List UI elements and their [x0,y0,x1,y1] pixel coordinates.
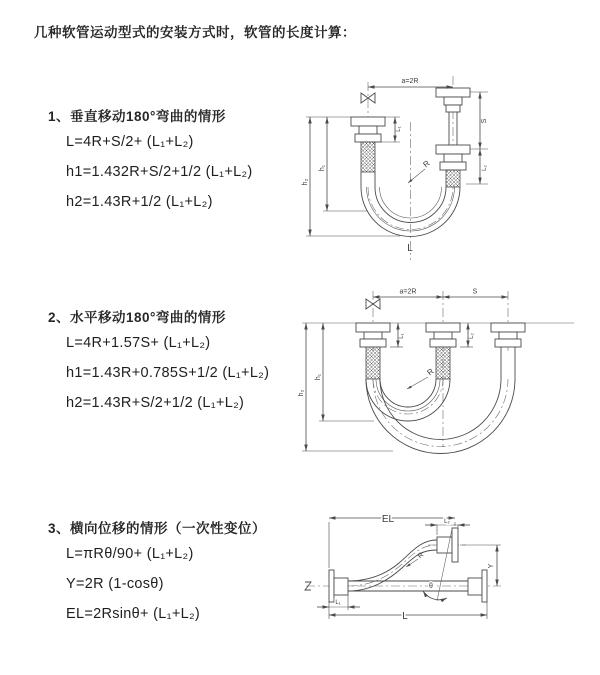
section3-formula-L: L=πRθ/90+ (L₁+L₂) [66,546,194,562]
radius-label: R [416,551,426,561]
dimension-el [329,514,455,568]
dim-label-l: L [402,611,408,622]
section1-heading: 1、垂直移动180°弯曲的情形 [48,109,226,124]
radius-leader [407,367,436,389]
dimension-l1 [390,323,405,347]
section2-heading: 2、水平移动180°弯曲的情形 [48,310,226,325]
dim-label-l2: L₂ [482,165,488,171]
angle-label: θ [429,583,433,590]
dim-label-l2: L₂ [469,333,475,339]
dim-label-s: S [472,288,478,296]
dim-label-a: a=2R [401,78,419,85]
dimension-a [373,289,443,298]
dim-label-h2: h₂ [302,178,309,186]
dim-label-l1: L₁ [399,333,405,339]
radius-label: R [425,366,436,378]
diagram-vertical-180-bend [300,70,590,270]
radius-label: R [421,158,432,170]
dimension-a [368,78,453,87]
section3-heading: 3、横向位移的情形（一次性变位） [48,521,267,536]
dimension-s [470,92,488,149]
diagram-lateral-displacement [300,498,595,648]
dim-label-l1: L₁ [396,126,402,132]
right-braided-hose [446,170,460,187]
left-braided-hose [361,142,375,187]
dimension-s [443,289,508,298]
diagram-horizontal-180-bend [298,283,590,460]
page-title: 几种软管运动型式的安装方式时，软管的长度计算： [34,25,356,40]
section1-formula-h1: h1=1.432R+S/2+1/2 (L₁+L₂) [66,164,253,180]
radius-leader [408,159,432,183]
dim-label-y: Y [488,563,495,569]
section2-formula-h2: h2=1.43R+S/2+1/2 (L₁+L₂) [66,395,245,411]
right-flange-lower [436,145,470,170]
dim-label-l2: L₂ [444,519,450,525]
length-label: L [407,243,413,254]
dim-label-s: S [481,118,488,124]
upper-flange-displaced [437,528,458,562]
dimension-l1 [317,595,360,610]
dim-label-l1: L₁ [335,600,341,606]
section2-formula-L: L=4R+1.57S+ (L₁+L₂) [66,335,211,351]
section3-formula-EL: EL=2Rsinθ+ (L₁+L₂) [66,606,201,622]
dim-label-a: a=2R [399,288,417,296]
left-flange [329,570,348,602]
left-flange [351,117,385,142]
hose-s-curve [348,540,437,591]
dim-label-h1: h₁ [315,373,322,381]
section1-formula-L: L=4R+S/2+ (L₁+L₂) [66,134,194,150]
hose-curves [366,379,515,454]
dimension-l2 [460,323,475,347]
dimension-l [329,602,487,622]
section1-formula-h2: h2=1.43R+1/2 (L₁+L₂) [66,194,213,210]
right-flange-original [468,570,487,602]
section3-formula-Y: Y=2R (1-cosθ) [66,576,164,592]
dim-label-el: EL [381,514,395,525]
dimension-l2 [425,519,470,535]
section2-formula-h1: h1=1.43R+0.785S+1/2 (L₁+L₂) [66,365,270,381]
dim-label-h1: h₁ [319,164,326,172]
dimension-h2 [302,117,400,236]
dim-label-h2: h₂ [298,389,305,397]
left-flange [356,323,390,379]
valve-icon [366,299,380,309]
